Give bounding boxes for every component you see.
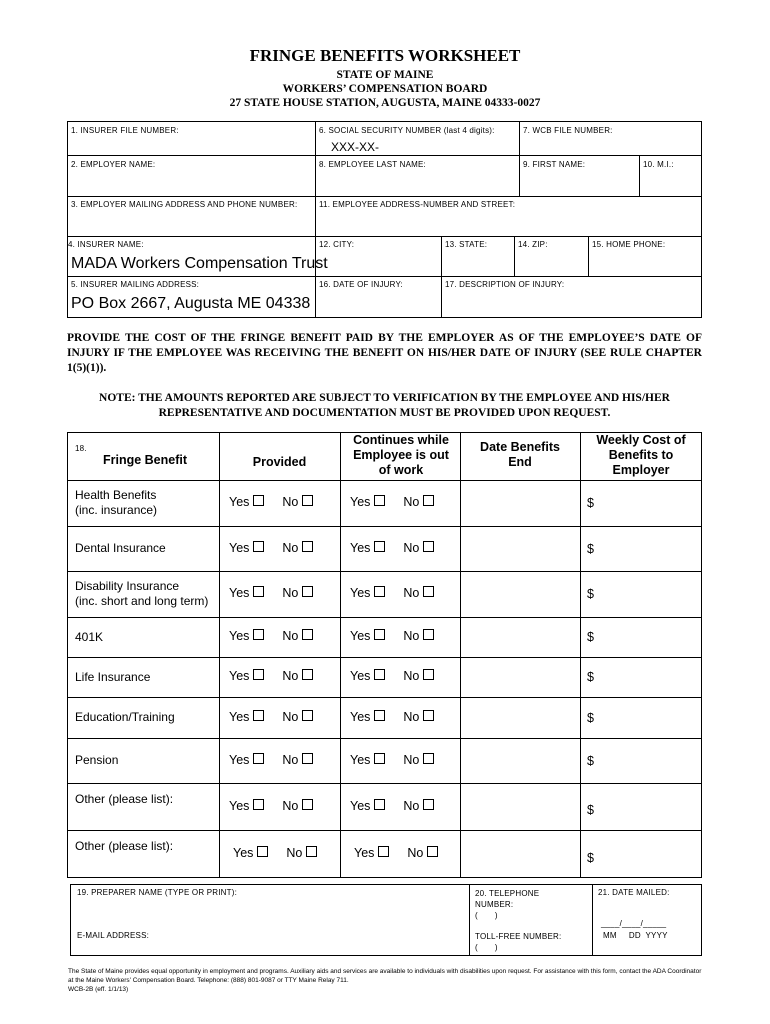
weekly-cost-input[interactable]: $ — [587, 710, 594, 725]
provided-no-checkbox[interactable] — [306, 846, 317, 857]
yes-label: Yes — [350, 629, 371, 643]
continues-yes-no — [350, 495, 434, 509]
yes-label: Yes — [229, 540, 250, 555]
weekly-cost-input[interactable]: $ — [587, 753, 594, 768]
provided-no-checkbox[interactable] — [302, 541, 313, 552]
insurer-mailing-address-field[interactable]: 5. INSURER MAILING ADDRESS: — [71, 280, 200, 289]
yes-label: Yes — [229, 709, 250, 724]
provided-yes-checkbox[interactable] — [253, 629, 264, 640]
yes-label: Yes — [229, 629, 250, 643]
yes-label: Yes — [350, 798, 371, 813]
provided-yes-no — [229, 541, 313, 555]
benefit-label: Other (please list): — [75, 839, 174, 853]
provided-yes-checkbox[interactable] — [253, 541, 264, 552]
continues-no-checkbox[interactable] — [427, 846, 438, 857]
provided-no-checkbox[interactable] — [302, 495, 313, 506]
provided-yes-checkbox[interactable] — [253, 495, 264, 506]
date-benefits-end-input[interactable] — [461, 481, 579, 526]
email-field[interactable]: E-MAIL ADDRESS: — [77, 931, 150, 940]
provided-no-checkbox[interactable] — [302, 586, 313, 597]
provided-no-checkbox[interactable] — [302, 799, 313, 810]
insurer-mailing-address-value: PO Box 2667, Augusta ME 04338 — [71, 295, 311, 312]
wcb-file-number-field[interactable]: 7. WCB FILE NUMBER: — [523, 126, 613, 135]
yes-label: Yes — [350, 709, 371, 724]
weekly-cost-input[interactable]: $ — [587, 630, 594, 644]
first-name-field[interactable]: 9. FIRST NAME: — [523, 160, 586, 169]
continues-yes-no — [354, 846, 438, 860]
header-continues: Continues while Employee is out of work — [353, 433, 449, 477]
provided-yes-checkbox[interactable] — [253, 586, 264, 597]
date-mailed-blank[interactable]: ____/____/_____ — [601, 919, 667, 928]
home-phone-field[interactable]: 15. HOME PHONE: — [592, 240, 666, 249]
form-title: FRINGE BENEFITS WORKSHEET — [249, 46, 521, 65]
benefit-label: Education/Training — [75, 710, 175, 724]
continues-yes-checkbox[interactable] — [374, 799, 385, 810]
yes-label: Yes — [229, 669, 250, 683]
provided-yes-no — [229, 799, 313, 813]
form-code: WCB-2B (eff. 1/1/13) — [68, 986, 129, 993]
provided-yes-no — [229, 669, 313, 683]
date-format-hint: MM DD YYYY — [603, 931, 668, 940]
insurer-file-number-field[interactable]: 1. INSURER FILE NUMBER: — [71, 126, 179, 135]
date-benefits-end-input[interactable] — [461, 618, 579, 657]
header-date-end: Date Benefits End — [480, 440, 560, 469]
date-benefits-end-input[interactable] — [461, 572, 579, 617]
employer-name-field[interactable]: 2. EMPLOYER NAME: — [71, 160, 156, 169]
no-label: No — [282, 798, 299, 813]
provided-yes-no — [229, 629, 313, 643]
yes-label: Yes — [229, 752, 250, 767]
continues-yes-no — [350, 541, 434, 555]
continues-yes-no — [350, 629, 434, 643]
continues-yes-checkbox[interactable] — [374, 495, 385, 506]
continues-yes-checkbox[interactable] — [374, 541, 385, 552]
no-label: No — [403, 495, 420, 509]
zip-field[interactable]: 14. ZIP: — [518, 240, 548, 249]
middle-initial-field[interactable]: 10. M.I.: — [643, 160, 674, 169]
no-label: No — [282, 752, 299, 767]
continues-yes-no — [350, 799, 434, 813]
yes-label: Yes — [350, 752, 371, 767]
yes-label: Yes — [229, 586, 250, 600]
continues-yes-no — [350, 710, 434, 724]
continues-no-checkbox[interactable] — [423, 669, 434, 680]
no-label: No — [282, 709, 299, 724]
benefit-label: Dental Insurance — [75, 541, 166, 555]
continues-yes-checkbox[interactable] — [374, 710, 385, 721]
provided-yes-no — [229, 586, 313, 600]
ssn-field[interactable]: 6. SOCIAL SECURITY NUMBER (last 4 digits): — [319, 126, 495, 135]
continues-no-checkbox[interactable] — [423, 495, 434, 506]
provided-yes-no — [229, 753, 313, 767]
telephone-field[interactable]: 20. TELEPHONE NUMBER: ( ) — [475, 889, 540, 920]
benefit-label: Life Insurance — [75, 669, 151, 684]
weekly-cost-input[interactable]: $ — [587, 496, 594, 510]
continues-no-checkbox[interactable] — [423, 586, 434, 597]
continues-no-checkbox[interactable] — [423, 629, 434, 640]
no-label: No — [282, 540, 299, 555]
yes-label: Yes — [354, 846, 375, 860]
no-label: No — [286, 846, 303, 860]
no-label: No — [403, 540, 420, 555]
date-benefits-end-input[interactable] — [461, 739, 579, 783]
continues-no-checkbox[interactable] — [423, 799, 434, 810]
insurer-name-value: MADA Workers Compensation Trust — [71, 255, 328, 272]
address-line: 27 STATE HOUSE STATION, AUGUSTA, MAINE 04333-0027 — [229, 97, 541, 109]
continues-yes-no — [350, 586, 434, 600]
ssn-value: XXX-XX- — [331, 140, 380, 154]
yes-label: Yes — [350, 540, 371, 555]
no-label: No — [282, 495, 299, 509]
no-label: No — [407, 846, 424, 860]
header-fringe-benefit: Fringe Benefit — [102, 453, 188, 467]
provided-yes-no — [229, 495, 313, 509]
date-benefits-end-input[interactable] — [461, 658, 579, 697]
provided-yes-no — [229, 710, 313, 724]
no-label: No — [403, 669, 420, 683]
preparer-name-field[interactable]: 19. PREPARER NAME (TYPE OR PRINT): — [77, 888, 238, 897]
header-weekly-cost: Weekly Cost of Benefits to Employer — [596, 433, 686, 477]
no-label: No — [403, 752, 420, 767]
continues-yes-no — [350, 753, 434, 767]
provided-yes-checkbox[interactable] — [253, 669, 264, 680]
benefit-label: Health Benefits (inc. insurance) — [75, 488, 158, 517]
date-of-injury-field[interactable]: 16. DATE OF INJURY: — [319, 280, 403, 289]
no-label: No — [282, 586, 299, 600]
continues-yes-checkbox[interactable] — [378, 846, 389, 857]
benefit-label: Disability Insurance (inc. short and long term) — [75, 579, 209, 608]
benefit-label: 401K — [75, 629, 104, 644]
yes-label: Yes — [229, 495, 250, 509]
description-of-injury-field[interactable]: 17. DESCRIPTION OF INJURY: — [445, 280, 565, 289]
continues-yes-checkbox[interactable] — [374, 753, 385, 764]
table-number: 18. — [75, 444, 87, 453]
provided-no-checkbox[interactable] — [302, 669, 313, 680]
state-line: STATE OF MAINE — [336, 69, 434, 81]
benefit-label: Pension — [75, 753, 119, 767]
provided-yes-no — [233, 846, 317, 860]
weekly-cost-input[interactable]: $ — [587, 587, 594, 601]
continues-yes-no — [350, 669, 434, 683]
employee-address-field[interactable]: 11. EMPLOYEE ADDRESS-NUMBER AND STREET: — [319, 200, 516, 209]
employer-address-field[interactable]: 3. EMPLOYER MAILING ADDRESS AND PHONE NUMBER: — [71, 200, 298, 209]
state-field[interactable]: 13. STATE: — [445, 240, 488, 249]
equal-opportunity-notice: The State of Maine provides equal opportunity in employment and programs. Auxiliary aids and services are available to individuals with disabilities upon request. For assistance with this form, contact the ADA Coordinator at the Maine Workers' Compensation Board. Telephone: (888) 801-9087 or TTY Maine Relay 711. — [68, 968, 702, 984]
continues-yes-checkbox[interactable] — [374, 629, 385, 640]
no-label: No — [403, 586, 420, 600]
weekly-cost-input[interactable]: $ — [587, 803, 594, 817]
provided-no-checkbox[interactable] — [302, 710, 313, 721]
insurer-name-field[interactable]: 4. INSURER NAME: — [68, 240, 144, 249]
continues-no-checkbox[interactable] — [423, 753, 434, 764]
continues-no-checkbox[interactable] — [423, 710, 434, 721]
provided-no-checkbox[interactable] — [302, 753, 313, 764]
no-label: No — [403, 709, 420, 724]
weekly-cost-input[interactable]: $ — [587, 851, 594, 865]
benefit-label: Other (please list): — [75, 792, 174, 806]
weekly-cost-input[interactable]: $ — [587, 541, 594, 556]
yes-label: Yes — [350, 586, 371, 600]
instruction-paragraph: PROVIDE THE COST OF THE FRINGE BENEFIT PAID BY THE EMPLOYER AS OF THE EMPLOYEE’S DATE OF INJURY IF THE EMPLOYEE WAS RECEIVING THE BENEFIT ON HIS/HER DATE OF INJURY (SEE RULE CHAPTER 1(5)(1)). — [67, 332, 702, 374]
header-provided: Provided — [252, 455, 307, 469]
provided-yes-checkbox[interactable] — [253, 799, 264, 810]
yes-label: Yes — [229, 798, 250, 813]
verification-note: NOTE: THE AMOUNTS REPORTED ARE SUBJECT TO VERIFICATION BY THE EMPLOYEE AND HIS/HER REPRESENTATIVE AND DOCUMENTATION MUST BE PROVIDED UPON REQUEST. — [99, 392, 670, 419]
provided-yes-checkbox[interactable] — [257, 846, 268, 857]
provided-yes-checkbox[interactable] — [253, 753, 264, 764]
no-label: No — [282, 669, 299, 683]
no-label: No — [403, 629, 420, 643]
employee-last-name-field[interactable]: 8. EMPLOYEE LAST NAME: — [319, 160, 426, 169]
date-mailed-field[interactable]: 21. DATE MAILED: — [598, 888, 670, 897]
yes-label: Yes — [350, 495, 371, 509]
date-benefits-end-input[interactable] — [461, 784, 579, 830]
yes-label: Yes — [350, 669, 371, 683]
weekly-cost-input[interactable]: $ — [587, 670, 594, 684]
date-benefits-end-input[interactable] — [461, 698, 579, 738]
toll-free-field[interactable]: TOLL-FREE NUMBER: ( ) — [475, 932, 562, 952]
yes-label: Yes — [233, 846, 254, 860]
date-benefits-end-input[interactable] — [461, 831, 579, 878]
date-benefits-end-input[interactable] — [461, 527, 579, 571]
provided-no-checkbox[interactable] — [302, 629, 313, 640]
city-field[interactable]: 12. CITY: — [319, 240, 355, 249]
continues-no-checkbox[interactable] — [423, 541, 434, 552]
continues-yes-checkbox[interactable] — [374, 586, 385, 597]
no-label: No — [403, 798, 420, 813]
provided-yes-checkbox[interactable] — [253, 710, 264, 721]
no-label: No — [282, 629, 299, 643]
continues-yes-checkbox[interactable] — [374, 669, 385, 680]
board-line: WORKERS’ COMPENSATION BOARD — [282, 83, 488, 95]
